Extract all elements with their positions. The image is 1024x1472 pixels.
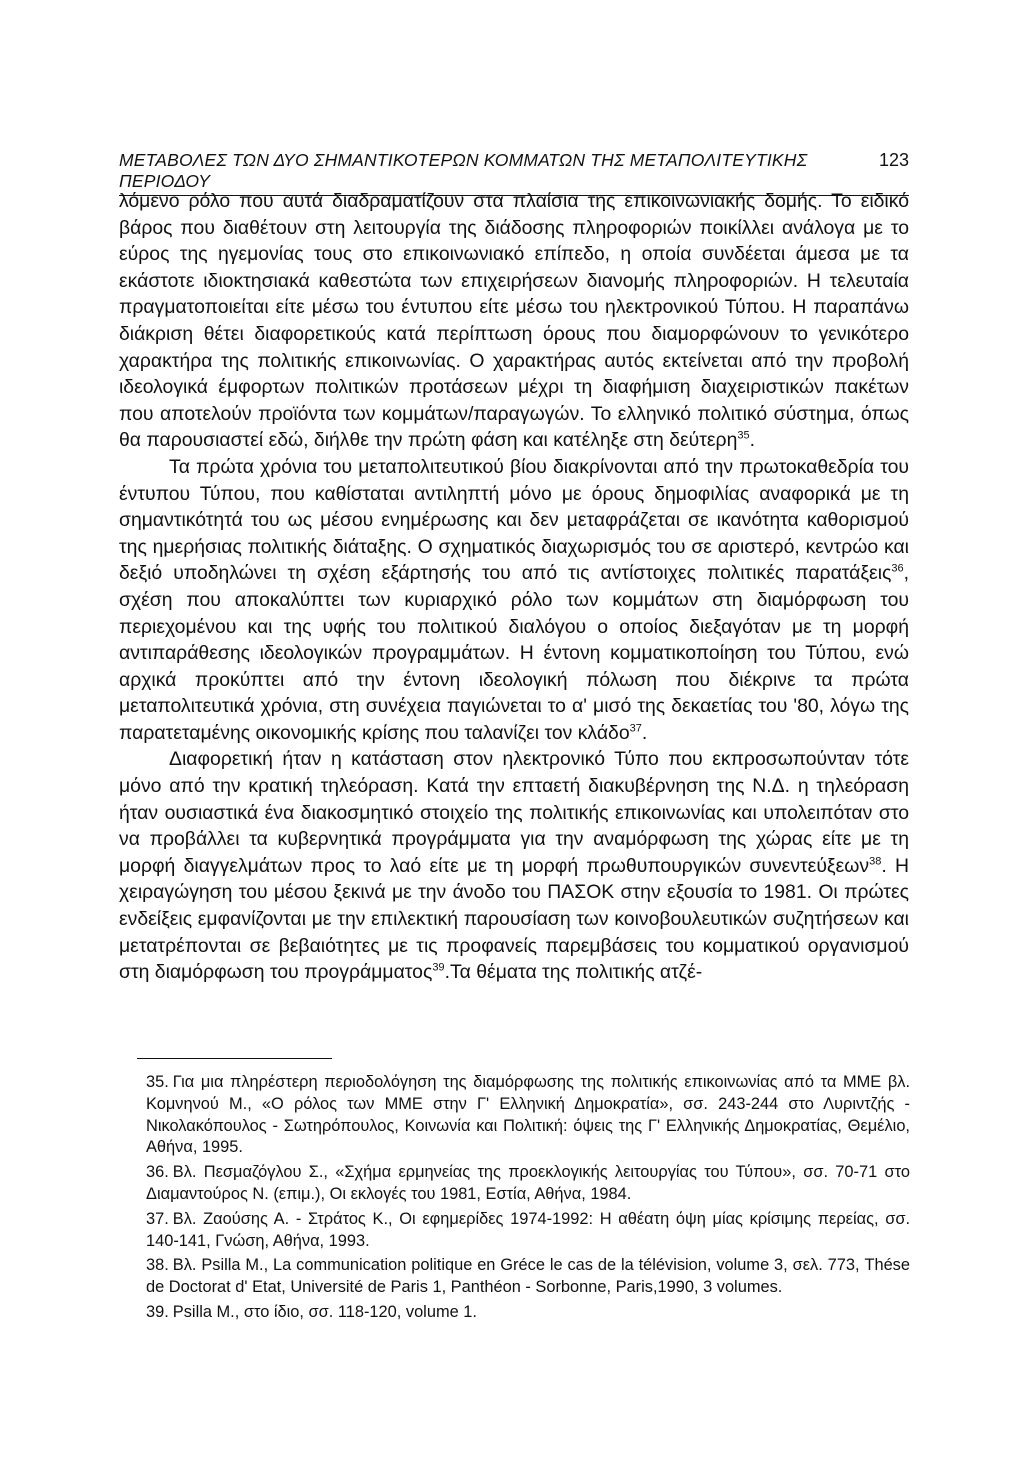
footnote-36: [146, 1162, 910, 1206]
running-title: ΜΕΤΑΒΟΛΕΣ ΤΩΝ ΔΥΟ ΣΗΜΑΝΤΙΚΟΤΕΡΩΝ ΚΟΜΜΑΤΩΝ ΤΗΣ ΜΕΤΑΠΟΛΙΤΕΥΤΙΚΗΣ ΠΕΡΙΟΔΟΥ: [119, 150, 808, 191]
footnote-ref-38[interactable]: 38: [869, 855, 882, 868]
footnotes: [146, 1072, 910, 1327]
footnote-text: Βλ. Psilla M., La communication politique en Gréce le cas de la télévision, volume 3, σελ. 773, Thése de Doctorat d' Etat, Université de Paris 1, Panthéon - Sorbonne, Paris,1990, 3 volumes.: [146, 1256, 910, 1297]
page-number: 123: [878, 150, 909, 170]
footnote-ref-36[interactable]: 36: [891, 562, 904, 575]
main-text: [119, 188, 909, 986]
footnote-divider: [137, 1058, 332, 1059]
paragraph-text: , σχέση που αποκαλύπτει των κυριαρχικό ρόλο των κομμάτων στη διαμόρφωση του περιεχομένου και της υφής του πολιτικού διαλόγου ο οποίος διεξαγόταν με τη μορφή αντιπαράθεσης ιδεολογικών προγραμμάτων. Η έντονη κομματικοποίηση του Τύπου, ενώ αρχικά προκύπτει από την έντονη ιδεολογική πόλωση που διέκρινε τα πρώτα μεταπολιτευτικά χρόνια, στη συνέχεια παγιώνεται το α' μισό της δεκαετίας του '80, λόγω της παρατεταμένης οικονομικής κρίσης που ταλανίζει τον κλάδο: [119, 562, 909, 744]
footnote-38: [146, 1255, 910, 1299]
paragraph-text: . Η χειραγώγηση του μέσου ξεκινά με την άνοδο του ΠΑΣΟΚ στην εξουσία το 1981. Οι πρώτες ενδείξεις εμφανίζονται με την επιλεκτική παρουσίαση των κοινοβουλευτικών συζητήσεων και μετατρέπονται σε βεβαιότητες με τις προφανείς παρεμβάσεις του κομματικού οργανισμού στη διαμόρφωση του προγράμματος: [119, 854, 910, 984]
paragraph-1: [119, 188, 909, 454]
footnote-text: Psilla M., στο ίδιο, σσ. 118-120, volume 1.: [172, 1302, 477, 1321]
footnote-text: Βλ. Ζαούσης Α. - Στράτος Κ., Οι εφημερίδες 1974-1992: Η αθέατη όψη μίας κρίσιμης περείας, σσ. 140-141, Γνώση, Αθήνα, 1993.: [146, 1209, 910, 1250]
paragraph-text: .: [641, 721, 648, 744]
footnote-text: Βλ. Πεσμαζόγλου Σ., «Σχήμα ερμηνείας της προεκλογικής λειτουργίας του Τύπου», σσ. 70-71 στο Διαμαντούρος Ν. (επιμ.), Οι εκλογές του 1981, Εστία, Αθήνα, 1984.: [146, 1163, 910, 1203]
footnote-number: 35.: [146, 1073, 169, 1091]
paragraph-2: [119, 454, 909, 747]
footnote-number: 36.: [146, 1163, 169, 1182]
footnote-ref-39[interactable]: 39: [432, 961, 445, 974]
paragraph-text: Διαφορετική ήταν η κατάσταση στον ηλεκτρονικό Τύπο που εκπροσωπούνταν τότε μόνο από την κρατική τηλεόραση. Κατά την επταετή διακυβέρνηση της Ν.Δ. η τηλεόραση ήταν ουσιαστικά ένα διακοσμητικό στοιχείο της πολιτικής επικοινωνίας και υπολειπόταν στο να προβάλλει τα κυβερνητικά προγράμματα για την αναμόρφωση της χώρας είτε με τη μορφή διαγγελμάτων προς το λαό είτε με τη μορφή πρωθυπουργικών συνεντεύξεων: [119, 748, 909, 877]
footnote-ref-37[interactable]: 37: [629, 722, 642, 735]
footnote-number: 38.: [146, 1256, 169, 1275]
footnote-39: [146, 1302, 910, 1324]
footnote-number: 39.: [146, 1302, 169, 1321]
footnote-text: Για μια πληρέστερη περιοδολόγηση της διαμόρφωσης της πολιτικής επικοινωνίας από τα ΜΜΕ βλ. Κομνηνού Μ., «Ο ρόλος των ΜΜΕ στην Γ' Ελληνική Δημοκρατία», σσ. 243-244 στο Λυριντζής - Νικολακόπουλος - Σωτηρόπουλος, Κοινωνία και Πολιτική: όψεις της Γ' Ελληνικής Δημοκρατίας, Θεμέλιο, Αθήνα, 1995.: [146, 1073, 910, 1157]
footnote-ref-35[interactable]: 35: [737, 429, 750, 442]
paragraph-text: λόμενο ρόλο που αυτά διαδραματίζουν στα πλαίσια της επικοινωνιακής δομής. Το ειδικό βάρος που διαθέτουν στη λειτουργία της διάδοσης πληροφοριών ποικίλλει ανάλογα με το εύρος της ηγεμονίας τους στο επικοινωνιακό επίπεδο, η οποία συνδέεται άμεσα με τα εκάστοτε ιδιοκτησιακά καθεστώτα των επιχειρήσεων διανομής πληροφοριών. Η τελευταία πραγματοποιείται είτε μέσω του έντυπου είτε μέσω του ηλεκτρονικού Τύπου. Η παραπάνω διάκριση θέτει διαφορετικούς κατά περίπτωση όρους που διαμορφώνουν το γενικότερο χαρακτήρα της πολιτικής επικοινωνίας. Ο χαρακτήρας αυτός εκτείνεται από την προβολή ιδεολογικά έμφορτων πολιτικών προτάσεων μέχρι τη διαφήμιση διαχειριστικών πακέτων που αποτελούν προϊόντα των κομμάτων/παραγωγών. Το ελληνικό πολιτικό σύστημα, όπως θα παρουσιαστεί εδώ, διήλθε την πρώτη φάση και κατέληξε στη δεύτερη: [119, 190, 909, 452]
footnote-37: [146, 1209, 910, 1253]
footnote-35: [146, 1072, 910, 1159]
paragraph-text: .: [749, 429, 756, 452]
paragraph-text: .Τα θέματα της πολιτικής ατζέ-: [444, 961, 703, 984]
paragraph-text: Τα πρώτα χρόνια του μεταπολιτευτικού βίου διακρίνονται από την πρωτοκαθεδρία του έντυπου Τύπου, που καθίσταται αντιληπτή μόνο με όρους δημοφιλίας αναφορικά με τη σημαντικότητά του ως μέσου ενημέρωσης και δεν μεταφράζεται σε ικανότητα καθορισμού της ημερήσιας πολιτικής διάταξης. Ο σχηματικός διαχωρισμός του σε αριστερό, κεντρώο και δεξιό υποδηλώνει τη σχέση εξάρτησής του από τις αντίστοιχες πολιτικές παρατάξεις: [119, 455, 909, 585]
paragraph-3: [119, 746, 909, 985]
footnote-number: 37.: [146, 1209, 169, 1228]
